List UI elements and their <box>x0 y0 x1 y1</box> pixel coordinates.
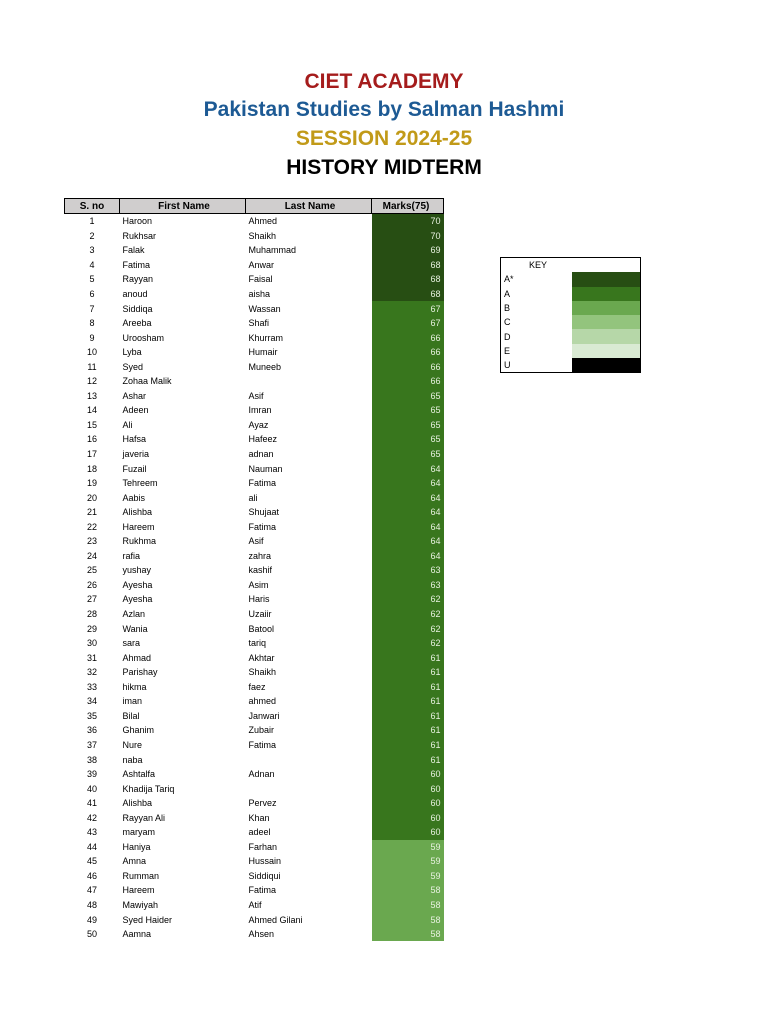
cell-last-name: aisha <box>248 289 271 299</box>
cell-first-name: Haniya <box>122 841 151 852</box>
table-row <box>65 694 444 709</box>
table-row <box>65 840 444 855</box>
table-row <box>65 403 444 418</box>
cell-sno: 6 <box>89 289 95 299</box>
key-grade-label: D <box>504 331 511 342</box>
cell-last-name: Khan <box>248 812 270 823</box>
cell-last-name: Fatima <box>248 478 277 489</box>
cell-last-name: Shaikh <box>248 230 277 241</box>
table-row <box>65 752 444 767</box>
cell-first-name: Ahmad <box>122 652 152 663</box>
table-row <box>65 636 444 651</box>
cell-last-name: adeel <box>248 827 271 838</box>
table-row <box>65 461 444 476</box>
cell-first-name: Alishba <box>122 798 153 809</box>
cell-marks: 61 <box>372 680 444 695</box>
cell-sno: 4 <box>89 259 95 270</box>
cell-marks: 64 <box>372 549 444 564</box>
cell-sno: 32 <box>86 667 97 678</box>
cell-marks: 60 <box>372 796 444 811</box>
cell-sno: 34 <box>86 696 97 707</box>
cell-marks: 64 <box>372 461 444 476</box>
cell-first-name: Ali <box>122 419 133 430</box>
cell-marks: 59 <box>372 840 444 855</box>
cell-first-name: Khadija Tariq <box>122 783 175 794</box>
cell-last-name: Batool <box>248 623 275 634</box>
table-row <box>65 534 444 549</box>
cell-marks: 60 <box>372 810 444 825</box>
cell-marks: 60 <box>372 825 444 840</box>
cell-sno: 9 <box>89 332 95 343</box>
cell-sno: 26 <box>86 579 97 590</box>
table-row <box>65 432 444 447</box>
table-row <box>65 374 444 389</box>
session-title: SESSION 2024-25 <box>295 127 473 150</box>
cell-sno: 20 <box>86 492 97 503</box>
cell-sno: 22 <box>86 521 97 532</box>
cell-first-name: Azlan <box>122 609 146 620</box>
cell-marks: 63 <box>372 563 444 578</box>
cell-last-name: Asif <box>248 536 264 547</box>
cell-first-name: naba <box>122 754 143 765</box>
cell-last-name: Uzaiir <box>248 609 272 620</box>
cell-marks: 59 <box>372 869 444 884</box>
cell-marks: 65 <box>372 432 444 447</box>
cell-marks: 66 <box>372 330 444 345</box>
cell-first-name: yushay <box>122 565 152 576</box>
cell-last-name: Fatima <box>248 885 277 896</box>
cell-sno: 21 <box>86 507 97 518</box>
cell-first-name: Parishay <box>122 667 158 678</box>
cell-marks: 68 <box>372 272 444 287</box>
table-row <box>65 883 444 898</box>
cell-sno: 5 <box>89 274 95 285</box>
cell-sno: 36 <box>86 725 97 736</box>
cell-last-name: ahmed <box>248 696 277 707</box>
cell-sno: 39 <box>86 769 97 780</box>
cell-last-name: Muhammad <box>248 245 297 256</box>
column-header-last-name: Last Name <box>246 199 372 214</box>
cell-sno: 50 <box>86 929 97 940</box>
cell-first-name: Hareem <box>122 521 155 532</box>
cell-first-name: anoud <box>122 289 148 299</box>
cell-sno: 46 <box>86 870 97 881</box>
cell-last-name: Janwari <box>248 710 280 721</box>
cell-sno: 40 <box>86 783 97 794</box>
table-row <box>65 476 444 491</box>
cell-marks: 61 <box>372 723 444 738</box>
cell-marks: 67 <box>372 316 444 331</box>
cell-last-name: ali <box>248 492 258 503</box>
cell-sno: 23 <box>86 536 97 547</box>
cell-marks: 61 <box>372 709 444 724</box>
cell-last-name: Ahmed <box>248 216 278 227</box>
cell-last-name: Siddiqui <box>248 870 281 881</box>
table-row <box>65 723 444 738</box>
cell-marks: 65 <box>372 389 444 404</box>
cell-marks: 64 <box>372 505 444 520</box>
cell-sno: 8 <box>89 318 95 329</box>
cell-sno: 16 <box>86 434 97 445</box>
table-row <box>65 330 444 345</box>
cell-last-name: Hafeez <box>248 434 278 445</box>
cell-last-name: Muneeb <box>248 361 282 372</box>
key-title: KEY <box>528 260 547 271</box>
table-row <box>65 359 444 374</box>
cell-sno: 37 <box>86 739 97 750</box>
cell-marks: 68 <box>372 258 444 273</box>
table-row <box>65 316 444 331</box>
cell-sno: 11 <box>87 361 97 372</box>
cell-sno: 24 <box>86 550 97 561</box>
cell-first-name: Rukhsar <box>122 230 157 241</box>
table-row <box>65 898 444 913</box>
key-grade-swatch <box>572 344 641 358</box>
cell-sno: 12 <box>86 376 97 387</box>
key-grade-label: U <box>504 360 511 371</box>
cell-first-name: Ghanim <box>122 725 155 736</box>
cell-marks: 66 <box>372 359 444 374</box>
table-row <box>65 709 444 724</box>
cell-last-name: Imran <box>248 405 272 416</box>
key-row <box>501 344 641 358</box>
cell-sno: 30 <box>86 638 97 649</box>
cell-last-name: Farhan <box>248 841 278 852</box>
cell-sno: 25 <box>86 565 97 576</box>
cell-first-name: Fatima <box>122 259 151 270</box>
cell-marks: 61 <box>372 650 444 665</box>
table-row <box>65 214 444 229</box>
cell-marks: 70 <box>372 229 444 244</box>
table-row <box>65 665 444 680</box>
cell-last-name: Shafi <box>248 318 270 329</box>
cell-marks: 58 <box>372 927 444 942</box>
cell-last-name: adnan <box>248 449 274 460</box>
cell-last-name: Adnan <box>248 769 275 780</box>
cell-marks: 64 <box>372 534 444 549</box>
table-row <box>65 592 444 607</box>
cell-last-name: Shujaat <box>248 507 280 518</box>
cell-marks: 65 <box>372 447 444 462</box>
table-header-row <box>65 199 444 214</box>
cell-first-name: Hareem <box>122 885 155 896</box>
cell-marks: 67 <box>372 301 444 316</box>
cell-marks: 62 <box>372 607 444 622</box>
cell-marks: 61 <box>372 694 444 709</box>
key-grade-label: A <box>504 288 511 299</box>
table-row <box>65 272 444 287</box>
course-title: Pakistan Studies by Salman Hashmi <box>203 98 565 121</box>
cell-sno: 1 <box>89 216 95 227</box>
cell-first-name: Syed Haider <box>122 914 173 925</box>
institution-title: CIET ACADEMY <box>304 70 464 93</box>
cell-marks: 65 <box>372 403 444 418</box>
table-row <box>65 447 444 462</box>
cell-last-name: Humair <box>248 347 278 358</box>
cell-sno: 45 <box>86 856 97 867</box>
cell-last-name: Akhtar <box>248 652 275 663</box>
key-row <box>501 315 641 329</box>
cell-sno: 3 <box>89 245 95 256</box>
cell-last-name: Haris <box>248 594 270 605</box>
key-grade-label: B <box>504 303 511 314</box>
key-row <box>501 301 641 315</box>
cell-marks: 61 <box>372 752 444 767</box>
cell-marks: 61 <box>372 738 444 753</box>
cell-first-name: Rayyan <box>122 274 154 285</box>
cell-first-name: Alishba <box>122 507 153 518</box>
cell-last-name: Faisal <box>248 274 273 285</box>
cell-first-name: Uroosham <box>122 332 165 343</box>
table-row <box>65 563 444 578</box>
cell-first-name: Mawiyah <box>122 899 159 910</box>
cell-last-name: zahra <box>248 550 272 561</box>
table-row <box>65 578 444 593</box>
table-row <box>65 650 444 665</box>
exam-title: HISTORY MIDTERM <box>286 156 482 179</box>
cell-marks: 58 <box>372 883 444 898</box>
column-header-sno: S. no <box>65 199 120 214</box>
cell-marks: 61 <box>372 665 444 680</box>
cell-marks: 64 <box>372 519 444 534</box>
table-row <box>65 781 444 796</box>
key-grade-label: C <box>504 317 511 328</box>
cell-sno: 29 <box>86 623 97 634</box>
cell-last-name: Atif <box>248 899 262 910</box>
cell-marks: 69 <box>372 243 444 258</box>
table-row <box>65 519 444 534</box>
cell-first-name: sara <box>122 638 141 649</box>
cell-sno: 41 <box>86 798 97 809</box>
cell-last-name: Shaikh <box>248 667 277 678</box>
cell-first-name: Lyba <box>122 347 142 358</box>
key-grade-swatch <box>572 329 641 343</box>
cell-first-name: Wania <box>122 623 148 634</box>
column-header-marks: Marks(75) <box>372 199 444 214</box>
table-row <box>65 796 444 811</box>
cell-sno: 18 <box>86 463 97 474</box>
cell-sno: 27 <box>86 594 97 605</box>
table-row <box>65 767 444 782</box>
cell-marks: 66 <box>372 374 444 389</box>
table-row <box>65 927 444 942</box>
cell-last-name: Ahmed Gilani <box>248 914 303 925</box>
cell-sno: 48 <box>86 899 97 910</box>
key-row <box>501 329 641 343</box>
cell-first-name: Rumman <box>122 870 160 881</box>
cell-last-name: Fatima <box>248 521 277 532</box>
cell-first-name: Hafsa <box>122 434 147 445</box>
key-grade-label: A* <box>504 274 514 285</box>
table-row <box>65 607 444 622</box>
cell-sno: 43 <box>86 827 97 838</box>
key-header-row <box>501 258 641 273</box>
cell-last-name: Ahsen <box>248 929 275 940</box>
table-row <box>65 810 444 825</box>
key-grade-swatch <box>572 287 641 301</box>
key-row <box>501 287 641 301</box>
cell-last-name <box>246 752 372 767</box>
column-header-first-name: First Name <box>120 199 246 214</box>
cell-first-name: Areeba <box>122 318 152 329</box>
table-row <box>65 287 444 302</box>
table-row <box>65 549 444 564</box>
grade-key <box>500 257 641 373</box>
key-row <box>501 358 641 373</box>
cell-last-name: Pervez <box>248 798 277 809</box>
marks-table <box>64 198 444 941</box>
cell-first-name: Ayesha <box>122 579 153 590</box>
key-grade-label: E <box>504 345 511 356</box>
cell-sno: 14 <box>86 405 97 416</box>
cell-sno: 28 <box>86 609 97 620</box>
cell-first-name: iman <box>122 696 143 707</box>
cell-last-name: Wassan <box>248 303 281 314</box>
cell-marks: 65 <box>372 418 444 433</box>
cell-marks: 62 <box>372 636 444 651</box>
table-row <box>65 825 444 840</box>
cell-first-name: Zohaa Malik <box>122 376 172 387</box>
cell-first-name: Adeen <box>122 405 149 416</box>
key-row <box>501 272 641 286</box>
table-row <box>65 621 444 636</box>
cell-marks: 70 <box>372 214 444 229</box>
table-row <box>65 869 444 884</box>
cell-first-name: Aabis <box>122 492 146 503</box>
cell-marks: 60 <box>372 767 444 782</box>
cell-sno: 33 <box>86 681 97 692</box>
cell-marks: 60 <box>372 781 444 796</box>
table-row <box>65 738 444 753</box>
cell-marks: 59 <box>372 854 444 869</box>
table-row <box>65 854 444 869</box>
cell-marks: 64 <box>372 490 444 505</box>
cell-first-name: Amna <box>122 856 147 867</box>
cell-sno: 35 <box>86 710 97 721</box>
key-grade-swatch <box>572 301 641 315</box>
cell-last-name: Nauman <box>248 463 283 474</box>
cell-first-name: Haroon <box>122 216 153 227</box>
cell-last-name <box>246 781 372 796</box>
cell-sno: 7 <box>89 303 95 314</box>
cell-sno: 49 <box>86 914 97 925</box>
key-grade-swatch <box>572 358 641 373</box>
table-row <box>65 418 444 433</box>
cell-last-name: Ayaz <box>248 419 269 430</box>
cell-last-name: Asim <box>248 579 269 590</box>
cell-first-name: Siddiqa <box>122 303 153 314</box>
table-row <box>65 258 444 273</box>
cell-first-name: Ashar <box>122 390 147 401</box>
table-row <box>65 490 444 505</box>
cell-last-name: Khurram <box>248 332 284 343</box>
key-grade-swatch <box>572 272 641 286</box>
table-row <box>65 505 444 520</box>
cell-sno: 17 <box>86 449 97 460</box>
cell-first-name: Tehreem <box>122 478 158 489</box>
cell-first-name: javeria <box>122 449 150 460</box>
cell-first-name: Bilal <box>122 710 140 721</box>
cell-marks: 64 <box>372 476 444 491</box>
cell-marks: 58 <box>372 898 444 913</box>
cell-first-name: Falak <box>122 245 145 256</box>
cell-sno: 2 <box>89 230 95 241</box>
cell-first-name: Nure <box>122 739 143 750</box>
table-row <box>65 389 444 404</box>
cell-first-name: Rukhma <box>122 536 157 547</box>
cell-sno: 44 <box>86 841 97 852</box>
cell-sno: 38 <box>86 754 97 765</box>
table-row <box>65 680 444 695</box>
cell-last-name: tariq <box>248 638 267 649</box>
cell-sno: 15 <box>86 419 97 430</box>
cell-sno: 19 <box>86 478 97 489</box>
cell-first-name: Fuzail <box>122 463 147 474</box>
cell-first-name: rafia <box>122 550 141 561</box>
cell-first-name: Rayyan Ali <box>122 812 166 823</box>
cell-last-name: Anwar <box>248 259 275 270</box>
table-row <box>65 301 444 316</box>
cell-last-name: Hussain <box>248 856 282 867</box>
cell-first-name: Ayesha <box>122 594 153 605</box>
cell-last-name: kashif <box>248 565 273 576</box>
table-row <box>65 243 444 258</box>
cell-marks: 63 <box>372 578 444 593</box>
table-row <box>65 345 444 360</box>
cell-sno: 42 <box>86 812 97 823</box>
cell-sno: 13 <box>86 390 97 401</box>
cell-marks: 62 <box>372 592 444 607</box>
cell-last-name: faez <box>248 681 266 692</box>
cell-sno: 10 <box>86 347 97 358</box>
cell-first-name: Ashtalfa <box>122 769 156 780</box>
cell-marks: 66 <box>372 345 444 360</box>
cell-first-name: hikma <box>122 681 147 692</box>
cell-last-name: Zubair <box>248 725 275 736</box>
cell-last-name: Fatima <box>248 739 277 750</box>
cell-last-name <box>246 374 372 389</box>
key-grade-swatch <box>572 315 641 329</box>
cell-marks: 58 <box>372 912 444 927</box>
table-body <box>65 214 444 942</box>
cell-first-name: Aamna <box>122 929 152 940</box>
cell-sno: 47 <box>86 885 97 896</box>
cell-marks: 62 <box>372 621 444 636</box>
table-row <box>65 229 444 244</box>
cell-first-name: maryam <box>122 827 156 838</box>
cell-last-name: Asif <box>248 390 264 401</box>
cell-marks: 68 <box>372 287 444 302</box>
table-row <box>65 912 444 927</box>
cell-first-name: Syed <box>122 361 144 372</box>
cell-sno: 31 <box>86 652 97 663</box>
key-header-spacer <box>572 258 641 273</box>
